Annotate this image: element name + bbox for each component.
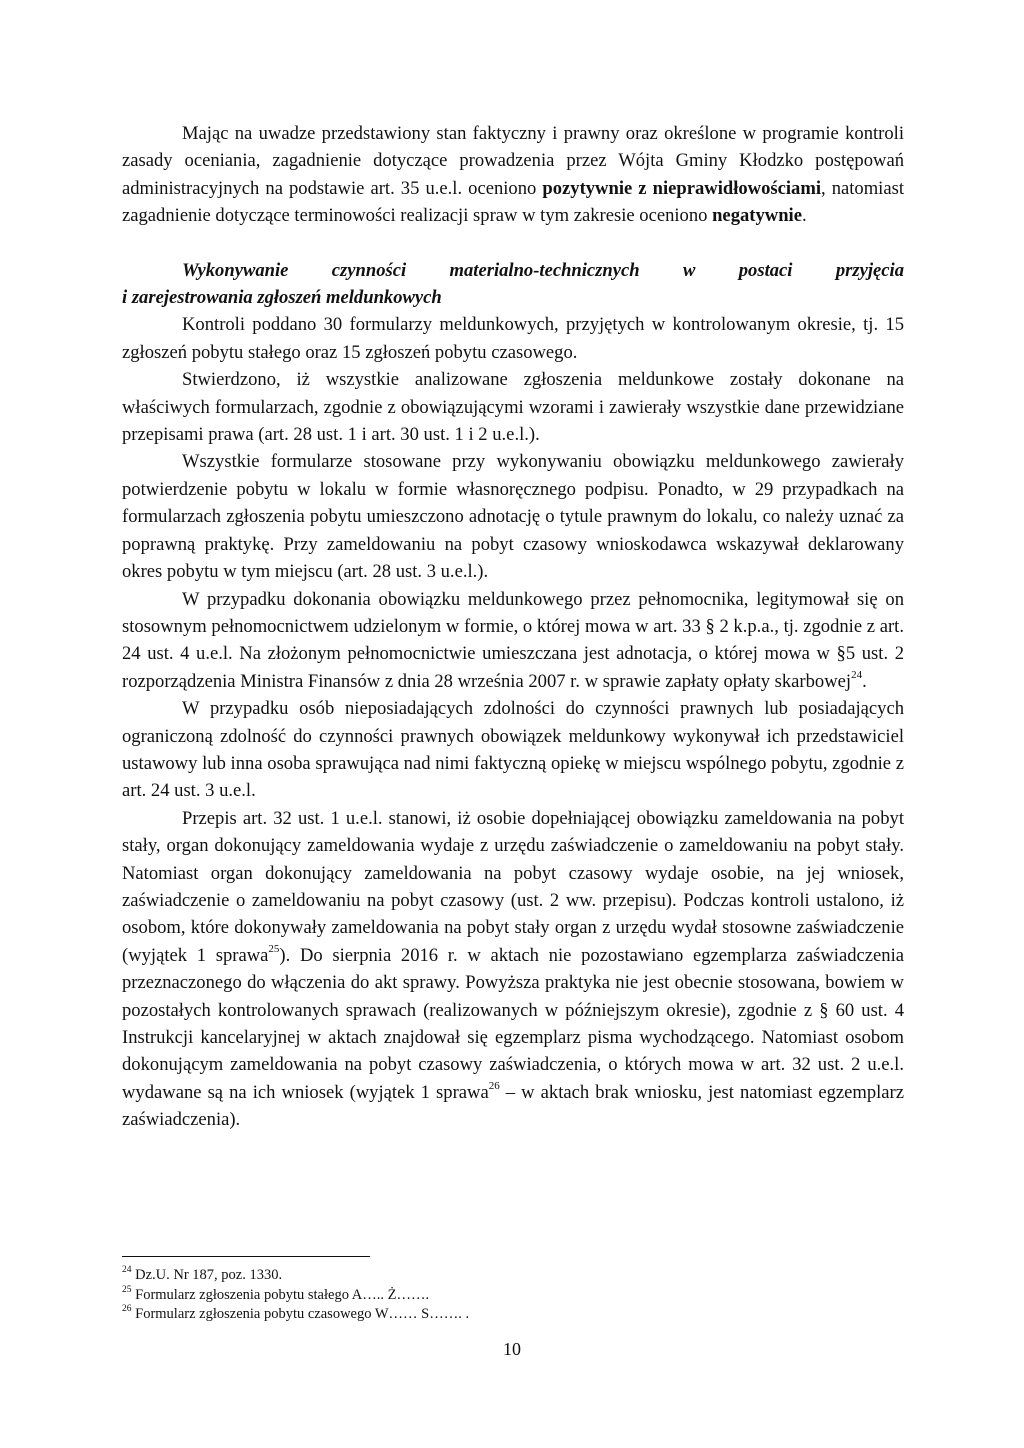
- footnote-ref-24[interactable]: 24: [851, 668, 863, 681]
- footnote-ref-25[interactable]: 25: [268, 942, 280, 955]
- footnote-separator: [122, 1256, 370, 1257]
- footnote-text: Dz.U. Nr 187, poz. 1330.: [131, 1267, 283, 1283]
- paragraph-certificates: [122, 805, 904, 1134]
- section-heading-line2: i zarejestrowania zgłoszeń meldunkowych: [122, 287, 442, 309]
- footnote-number: 25: [122, 1284, 132, 1295]
- paragraph-certificates-text-b: ). Do sierpnia 2016 r. w aktach nie pozostawiano egzemplarza zaświadczenia przeznaczonego do włączenia do akt sprawy. Powyższa praktyka nie jest obecnie stosowana, bowiem w pozostałych kontrolowanych sprawach (realizowanych w późniejszym okresie), zgodnie z § 60 ust. 4 Instrukcji kancelaryjnej w aktach znajdował się egzemplarz pisma wychodzącego. Natomiast osobom dokonującym zameldowania na pobyt czasowy zaświadczenia, o których mowa w art. 32 ust. 2 u.e.l. wydawane są na ich wniosek (wyjątek 1 sprawa: [122, 944, 904, 1103]
- footnote-text: Formularz zgłoszenia pobytu czasowego W…… S……. .: [131, 1306, 470, 1322]
- paragraph-forms-confirmation: Wszystkie formularze stosowane przy wykonywaniu obowiązku meldunkowego zawierały potwierdzenie pobytu w lokalu w formie własnoręcznego podpisu. Ponadto, w 29 przypadkach na formularzach zgłoszenia pobytu umieszczono adnotację o tytule prawnym do lokalu, co należy uznać za poprawną praktykę. Przy zameldowaniu na pobyt czasowy wnioskodawca wskazywał deklarowany okres pobytu w tym miejscu (art. 28 ust. 3 u.e.l.).: [122, 451, 904, 583]
- footnote-ref-26[interactable]: 26: [488, 1079, 500, 1092]
- summary-text-a: Mając na uwadze przedstawiony stan faktyczny i prawny oraz określone w programie kontroli zasady oceniania, zagadnienie dotyczące prowadzenia przez Wójta Gminy Kłodzko postępowań administracyjnych na podstawie art. 35 u.e.l. oceniono: [122, 123, 904, 199]
- paragraph-certificates-text-a: Przepis art. 32 ust. 1 u.e.l. stanowi, iż osobie dopełniającej obowiązku zameldowania na pobyt stały, organ dokonujący zameldowania wydaje z urzędu zaświadczenie o zameldowaniu na pobyt stały. Natomiast organ dokonujący zameldowania na pobyt czasowy wydaje osobie, na jej wniosek, zaświadczenie o zameldowaniu na pobyt czasowy (ust. 2 ww. przepisu). Podczas kontroli ustalono, iż osobom, które dokonywały zameldowania na pobyt stały organ z urzędu wydał stosowne zaświadczenie (wyjątek 1 sprawa: [122, 807, 904, 966]
- paragraph-forms-checked: Kontroli poddano 30 formularzy meldunkowych, przyjętych w kontrolowanym okresie, tj. 15 zgłoszeń pobytu stałego oraz 15 zgłoszeń pobytu czasowego.: [122, 314, 904, 363]
- paragraph-forms-valid: Stwierdzono, iż wszystkie analizowane zgłoszenia meldunkowe zostały dokonane na właściwych formularzach, zgodnie z obowiązującymi wzorami i zawierały wszystkie dane przewidziane przepisami prawa (art. 28 ust. 1 i art. 30 ust. 1 i 2 u.e.l.).: [122, 369, 904, 446]
- footnote-26: [122, 1305, 904, 1325]
- paragraph-certificates-text-c: – w aktach brak wniosku, jest natomiast egzemplarz zaświadczenia).: [122, 1081, 904, 1131]
- footnote-number: 24: [122, 1265, 132, 1276]
- footnote-25: [122, 1286, 904, 1306]
- section-heading-line1: Wykonywanie czynności materialno-technicznych w postaci przyjęcia: [182, 259, 904, 281]
- page-number: 10: [503, 1339, 521, 1359]
- footnotes: [122, 1266, 904, 1325]
- footnote-number: 26: [122, 1304, 132, 1315]
- footnote-text: Formularz zgłoszenia pobytu stałego A….. Ż…….: [131, 1286, 430, 1303]
- document-body: [122, 120, 904, 1134]
- summary-paragraph: [122, 120, 904, 230]
- section-heading: [122, 257, 904, 312]
- paragraph-proxy-end: .: [862, 670, 867, 692]
- summary-rating-positive: pozytywnie z nieprawidłowościami: [542, 177, 821, 199]
- footnote-24: [122, 1266, 904, 1286]
- summary-rating-negative: negatywnie: [712, 205, 802, 227]
- paragraph-proxy: [122, 586, 904, 696]
- paragraph-proxy-text: W przypadku dokonania obowiązku meldunkowego przez pełnomocnika, legitymował się on stosownym pełnomocnictwem udzielonym w formie, o której mowa w art. 33 § 2 k.p.a., tj. zgodnie z art. 24 ust. 4 u.e.l. Na złożonym pełnomocnictwie umieszczana jest adnotacja, o której mowa w §5 ust. 2 rozporządzenia Ministra Finansów z dnia 28 września 2007 r. w sprawie zapłaty opłaty skarbowej: [122, 588, 904, 692]
- summary-text-c: , natomiast zagadnienie dotyczące terminowości realizacji spraw w tym zakresie oceniono: [122, 177, 905, 227]
- paragraph-legal-capacity: W przypadku osób nieposiadających zdolności do czynności prawnych lub posiadających ograniczoną zdolność do czynności prawnych obowiązek meldunkowy wykonywał ich przedstawiciel ustawowy lub inna osoba sprawująca nad nimi faktyczną opiekę w miejscu wspólnego pobytu, zgodnie z art. 24 ust. 3 u.e.l.: [122, 698, 904, 802]
- summary-text-e: .: [801, 205, 807, 227]
